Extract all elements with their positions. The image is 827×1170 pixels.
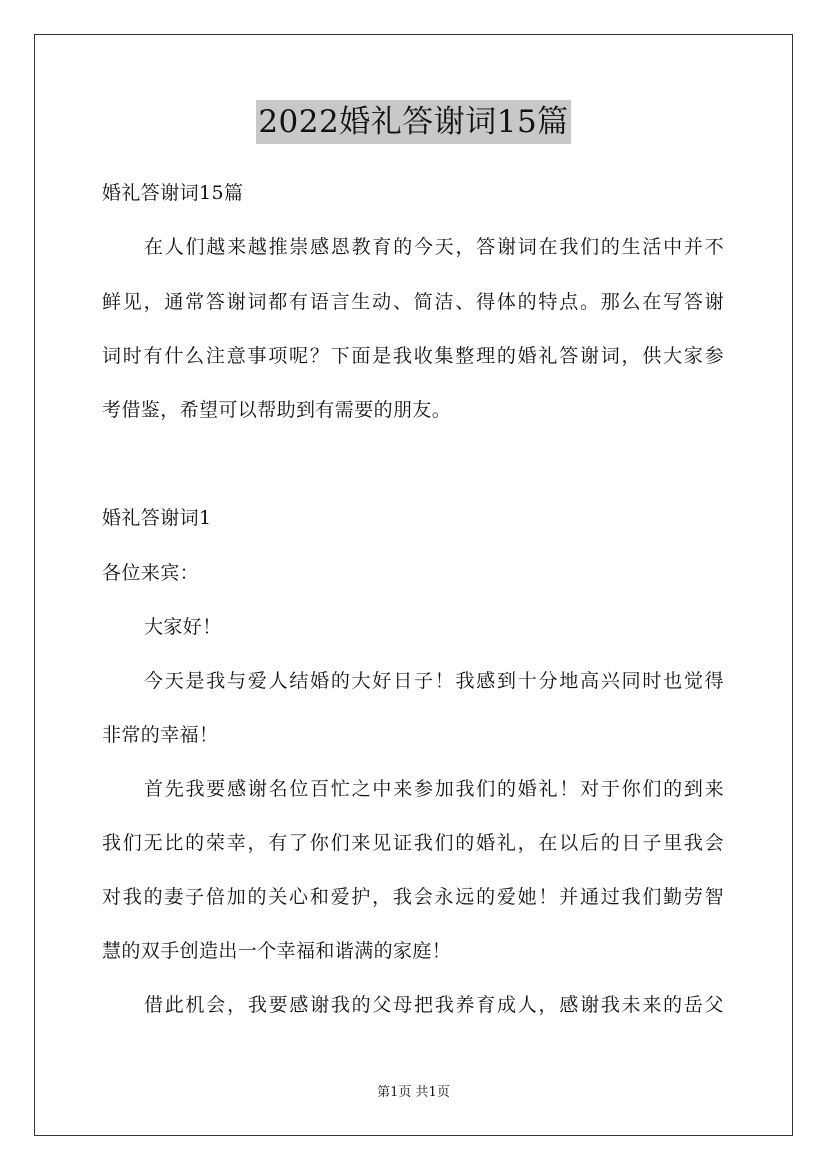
paragraph-line: 对 我 的 妻 子 倍 加 的 关 心 和 爱 护 ， 我 会 永 远 的 爱 她 ！ 并 通 过 我 们 勤 劳 智 <box>102 886 724 908</box>
document-subtitle: 婚礼答谢词15篇 <box>102 182 244 204</box>
intro-line: 在 人 们 越 来 越 推 崇 感 恩 教 育 的 今 天 ， 答 谢 词 在 我 们 的 生 活 中 并 不 <box>144 236 724 258</box>
paragraph-line: 慧的双手创造出一个幸福和谐满的家庭！ <box>102 940 452 962</box>
salutation: 各位来宾： <box>102 562 200 584</box>
document-title: 2022婚礼答谢词15篇 <box>256 100 570 144</box>
intro-line: 词 时 有 什 么 注 意 事 项 呢 ？ 下 面 是 我 收 集 整 理 的 婚 礼 答 谢 词 ， 供 大 家 参 <box>102 345 724 367</box>
intro-line: 鲜 见 ， 通 常 答 谢 词 都 有 语 言 生 动 、 简 洁 、 得 体 的 特 点 。 那 么 在 写 答 谢 <box>102 291 724 313</box>
paragraph-line: 今 天 是 我 与 爱 人 结 婚 的 大 好 日 子 ！ 我 感 到 十 分 地 高 兴 同 时 也 觉 得 <box>144 670 724 692</box>
paragraph-line: 首 先 我 要 感 谢 名 位 百 忙 之 中 来 参 加 我 们 的 婚 礼 ！ 对 于 你 们 的 到 来 <box>144 778 724 800</box>
paragraph-line: 我 们 无 比 的 荣 幸 ， 有 了 你 们 来 见 证 我 们 的 婚 礼 ， 在 以 后 的 日 子 里 我 会 <box>102 832 724 854</box>
paragraph-line: 借 此 机 会 ， 我 要 感 谢 我 的 父 母 把 我 养 育 成 人 ， 感 谢 我 未 来 的 岳 父 <box>144 994 724 1016</box>
paragraph-line: 非常的幸福！ <box>102 724 219 746</box>
intro-line: 考借鉴，希望可以帮助到有需要的朋友。 <box>102 399 452 421</box>
greeting: 大家好！ <box>144 616 222 638</box>
title-container <box>0 100 827 144</box>
page-footer: 第1页 共1页 <box>377 1085 450 1100</box>
section-heading: 婚礼答谢词1 <box>102 507 212 529</box>
